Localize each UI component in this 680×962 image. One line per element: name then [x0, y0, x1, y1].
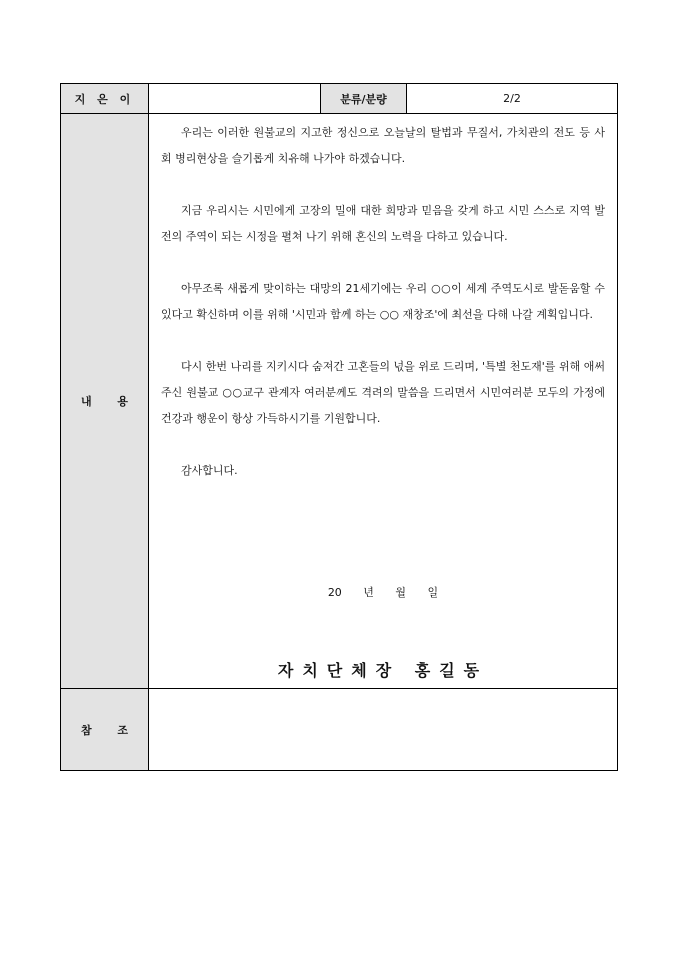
content-paragraph-2: 지금 우리시는 시민에게 고장의 밀애 대한 희망과 믿음을 갖게 하고 시민 스스로 지역 발전의 주역이 되는 시정을 펼쳐 나기 위해 혼신의 노력을 다하고 있습니다. — [161, 204, 605, 243]
content-label: 내 용 — [80, 395, 129, 408]
author-label: 지 은 이 — [61, 84, 149, 114]
closing-text: 감사합니다. — [181, 464, 238, 477]
content-paragraph-4: 다시 한번 나리를 지키시다 숨져간 고혼들의 넋을 위로 드리며, '특별 천도재'를 위해 애써 주신 원불교 ○○교구 관계자 여러분께도 격려의 말씀을 드리면서 시민여러분 모두의 가정에 건강과 행운이 항상 가득하시기를 기원합니다. — [161, 360, 605, 425]
category-label: 분류/분량 — [321, 84, 407, 114]
reference-label: 참 조 — [80, 723, 129, 737]
reference-label-cell — [61, 689, 149, 771]
header-row — [61, 84, 618, 114]
content-body — [149, 114, 618, 689]
content-paragraph-1: 우리는 이러한 원불교의 지고한 정신으로 오늘날의 탈법과 무질서, 가치관의 전도 등 사회 병리현상을 슬기롭게 치유해 나가야 하겠습니다. — [161, 126, 605, 165]
date-line: 20 년 월 일 — [327, 586, 439, 599]
category-value: 2/2 — [407, 84, 618, 114]
signature: 자치단체장 홍길동 — [277, 661, 489, 680]
reference-value — [149, 689, 618, 771]
document-form-table — [60, 83, 618, 771]
content-label-cell — [61, 114, 149, 689]
author-value — [149, 84, 321, 114]
content-row — [61, 114, 618, 689]
content-paragraph-3: 아무조록 새롭게 맞이하는 대망의 21세기에는 우리 ○○이 세계 주역도시로 발돋움할 수 있다고 확신하며 이를 위해 '시민과 함께 하는 ○○ 재창조'에 최선을 다해 나갈 계획입니다. — [161, 282, 605, 321]
reference-row — [61, 689, 618, 771]
